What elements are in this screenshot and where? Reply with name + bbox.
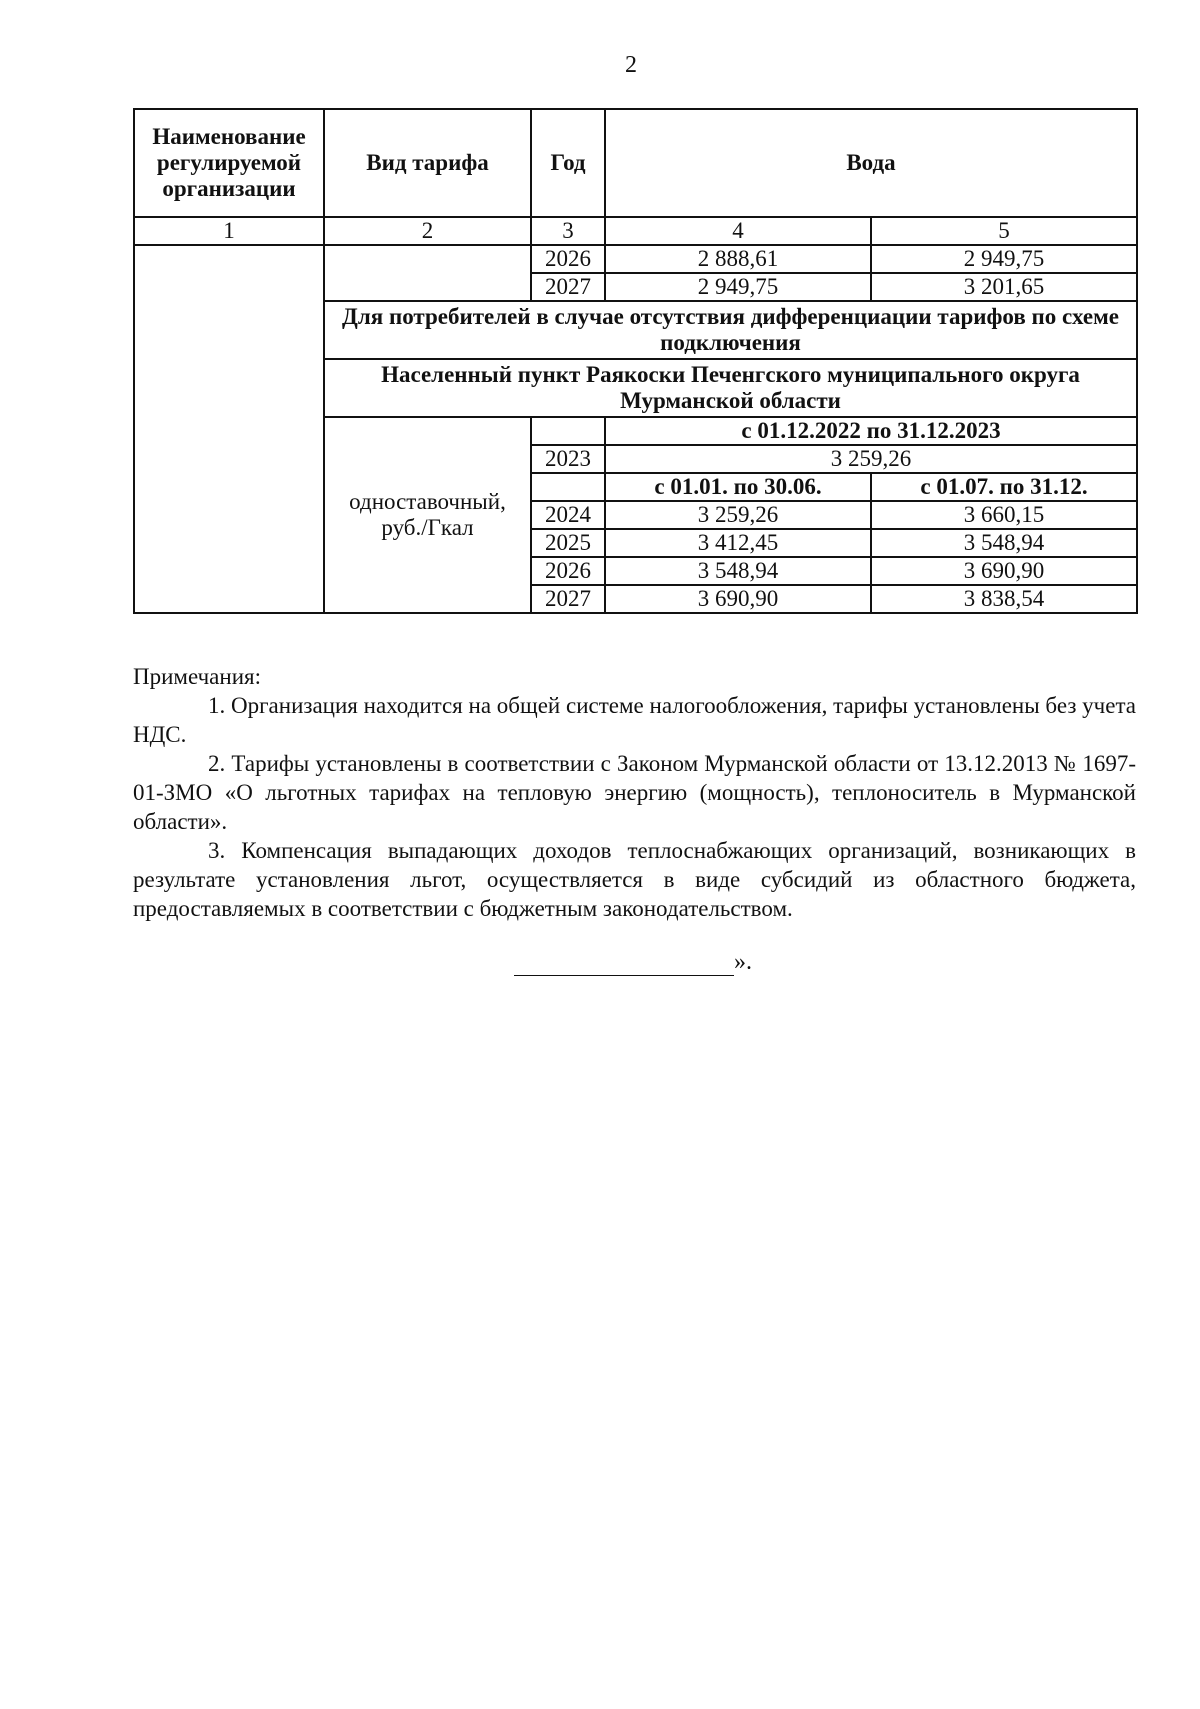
value-cell: 3 548,94 xyxy=(605,557,871,585)
notes-section xyxy=(133,662,1136,923)
header-tariff-type: Вид тарифа xyxy=(324,109,531,217)
value-cell: 2 949,75 xyxy=(605,273,871,301)
tariff-table xyxy=(133,108,1138,614)
col-number: 5 xyxy=(871,217,1137,245)
org-name-cell xyxy=(134,245,324,613)
value-cell: 3 201,65 xyxy=(871,273,1137,301)
col-number: 4 xyxy=(605,217,871,245)
year-cell: 2025 xyxy=(531,529,605,557)
value-cell: 3 690,90 xyxy=(605,585,871,613)
page-number: 2 xyxy=(625,52,637,78)
header-org: Наименование регулируемой организации xyxy=(134,109,324,217)
note-item: 2. Тарифы установлены в соответствии с Законом Мурманской области от 13.12.2013 № 1697-01-ЗМО «О льготных тарифах на тепловую энергию (мощность), теплоноситель в Мурманской области». xyxy=(133,751,1136,834)
half-year-header: с 01.07. по 31.12. xyxy=(871,473,1137,501)
value-cell: 3 548,94 xyxy=(871,529,1137,557)
value-cell: 3 259,26 xyxy=(605,501,871,529)
half-year-header: с 01.01. по 30.06. xyxy=(605,473,871,501)
locality-title: Населенный пункт Раякоски Печенгского муниципального округа Мурманской области xyxy=(324,359,1137,417)
note-item: 1. Организация находится на общей системе налогообложения, тарифы установлены без учета НДС. xyxy=(133,693,1136,747)
value-cell: 2 949,75 xyxy=(871,245,1137,273)
value-cell: 2 888,61 xyxy=(605,245,871,273)
year-cell-empty xyxy=(531,473,605,501)
notes-heading: Примечания: xyxy=(133,664,261,689)
year-cell: 2027 xyxy=(531,585,605,613)
col-number: 3 xyxy=(531,217,605,245)
value-cell: 3 660,15 xyxy=(871,501,1137,529)
col-number: 2 xyxy=(324,217,531,245)
tariff-type-cell xyxy=(324,245,531,301)
closing-mark xyxy=(514,949,752,976)
year-cell: 2024 xyxy=(531,501,605,529)
header-water: Вода xyxy=(605,109,1137,217)
header-year: Год xyxy=(531,109,605,217)
year-cell: 2026 xyxy=(531,245,605,273)
value-cell: 3 838,54 xyxy=(871,585,1137,613)
signature-line xyxy=(514,953,734,976)
value-cell: 3 690,90 xyxy=(871,557,1137,585)
value-cell: 3 412,45 xyxy=(605,529,871,557)
year-cell-empty xyxy=(531,417,605,445)
year-cell: 2026 xyxy=(531,557,605,585)
col-number: 1 xyxy=(134,217,324,245)
tariff-label: одноставочный, руб./Гкал xyxy=(324,417,531,613)
note-item: 3. Компенсация выпадающих доходов теплоснабжающих организаций, возникающих в результате установления льгот, осуществляется в виде субсидий из областного бюджета, предоставляемых в соответствии с бюджетным законодательством. xyxy=(133,838,1136,921)
year-cell: 2027 xyxy=(531,273,605,301)
value-cell: 3 259,26 xyxy=(605,445,1137,473)
closing-quote: ». xyxy=(734,949,752,975)
period-header: с 01.12.2022 по 31.12.2023 xyxy=(605,417,1137,445)
year-cell: 2023 xyxy=(531,445,605,473)
section-title: Для потребителей в случае отсутствия дифференциации тарифов по схеме подключения xyxy=(324,301,1137,359)
